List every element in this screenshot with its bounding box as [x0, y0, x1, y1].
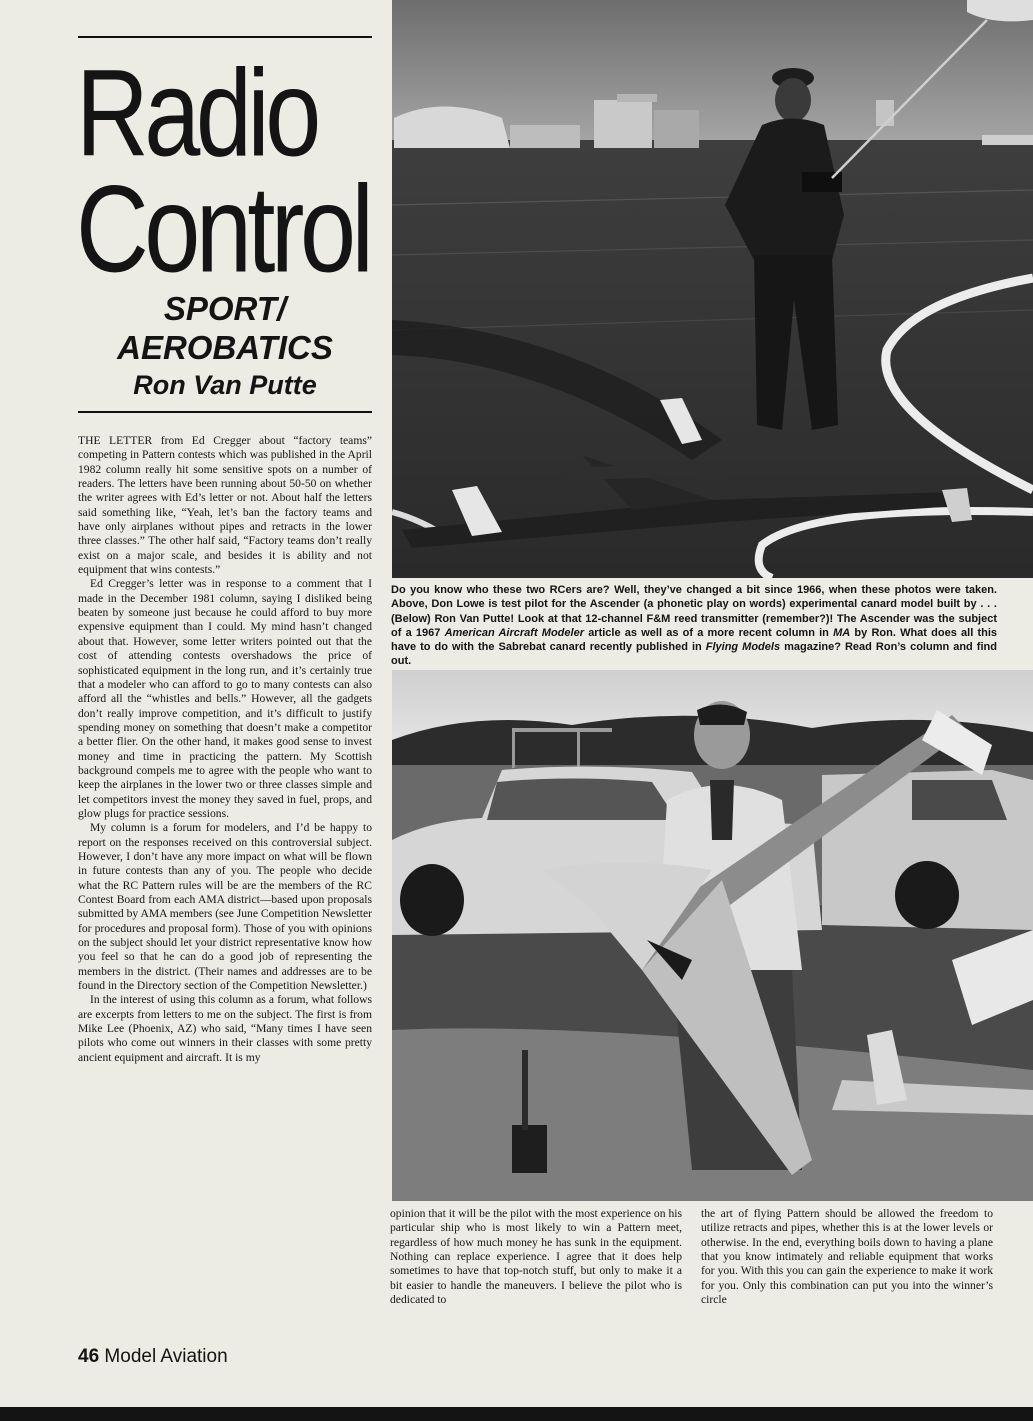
- scan-edge-band: [0, 1407, 1033, 1421]
- article-column-2: [390, 1207, 682, 1307]
- paragraph-2: Ed Cregger’s letter was in response to a comment that I made in the December 1981 column, saying I disliked being beaten by someone just because he could afford to buy more expensive equipment than I could. My mind hasn’t changed about that. However, some letter writers pointed out that the cost of attending contests overshadows the price of sophisticated equipment in the long run, and it’s certainly true that a modeler who can afford to go to many contests can also afford all the “whistles and bells.” However, all the gadgets don’t really improve competition, and it’s difficult to justify spending money on something that doesn’t make a competitor a better flier. On the other hand, it makes good sense to invest money and time in practicing the pattern. My Scottish background compels me to agree with the people who want to keep the airplanes in the lower two or three classes simple and let competitors invest the money they saved in fuel, props, and glow plugs for practice sessions.: [78, 577, 372, 820]
- column-2-text: opinion that it will be the pilot with the most experience on his particular ship who is most likely to win a Pattern meet, regardless of how much money he has sunk in the equipment. Nothing can replace experience. I agree that it does help sometimes to have that top-notch stuff, but only to make it a bit easier to handle the maneuvers. I believe the pilot who is dedicated to: [390, 1207, 682, 1307]
- paragraph-1: [78, 434, 372, 577]
- subtitle-sport: SPORT/: [163, 290, 287, 327]
- caption-magazine-2: MA: [833, 626, 851, 639]
- paragraph-4: In the interest of using this column as a forum, what follows are excerpts from letters to me on the subject. The first is from Mike Lee (Phoenix, AZ) who said, “Many times I have seen pilots who come out winners in their classes with some pretty ancient equipment and aircraft. It is my: [78, 993, 372, 1064]
- photo-top-image: [392, 0, 1033, 578]
- caption-text-4: magazine? Read Ron’s column and find out.: [391, 641, 997, 668]
- paragraph-3: My column is a forum for modelers, and I’d be happy to report on the responses received on this controversial subject. However, I don’t have any more impact on what will be flown in future contests than any of you. The people who decide what the RC Pattern rules will be are the members of the RC Contest Board from each AMA district—based upon proposals submitted by AMA members (see June Competition Newsletter for procedures and proposal form). Those of you with opinions on the subject should let your district representative know how you feel so that he can do a good job of representing the members in the district. (Their names and addresses are to be found in the Directory section of the Competition Newsletter.): [78, 821, 372, 993]
- paragraph-1-text: from Ed Cregger about “factory teams” competing in Pattern contests which was published in the April 1982 column really hit some sensitive spots on a number of readers. The letters have been running about 50-50 on whether the writer agrees with Ed’s letter or not. About half the letters said something like, “Yeah, let’s ban the factory teams and have only airplanes without pipes and retracts in the lower three classes.” The other half said, “Factory teams don’t really exist on a major scale, and besides it is ability and not equipment that wins contests.”: [78, 434, 373, 577]
- byline: Ron Van Putte: [133, 370, 317, 400]
- column-3-text: the art of flying Pattern should be allowed the freedom to utilize retracts and pipes, whether this is at the lower levels or otherwise. In the end, everything boils down to having a plane that you know intimately and reliable equipment that works for you. With this you can gain the experience to make it work for you. Only this combination can put you into the winner’s circle: [701, 1207, 993, 1307]
- magazine-name: Model Aviation: [104, 1346, 228, 1367]
- caption-text-3: by Ron. What does all this have to do with the Sabrebat canard recently published in: [391, 626, 998, 654]
- caption-text-2: article as well as of a more recent column in: [588, 626, 829, 639]
- photo-bottom-image: [392, 670, 1033, 1201]
- caption-magazine-1: American Aircraft Modeler: [444, 626, 584, 639]
- article-column-1: [78, 434, 372, 1065]
- page-folio: [78, 1346, 228, 1368]
- photo-top: [392, 0, 1033, 578]
- photo-bottom: [392, 670, 1033, 1201]
- lead-in: THE LETTER: [78, 434, 153, 447]
- title-line-radio: Radio: [76, 44, 317, 182]
- title-line-control: Control: [76, 160, 370, 298]
- header-top-rule: [78, 36, 372, 38]
- page-number: 46: [78, 1346, 100, 1367]
- article-column-3: [701, 1207, 993, 1307]
- photo-caption: [391, 583, 997, 669]
- caption-text-1: Do you know who these two RCers are? Well, they’ve changed a bit since 1966, when these photos were taken. Above, Don Lowe is test pilot for the Ascender (a phonetic play on words) experimental canard model built by . . . (Below) Ron Van Putte! Look at that 12-channel F&M reed transmitter (remember?)! The Ascender was the subject of a 1967: [391, 584, 997, 639]
- subtitle-aerobatics: AEROBATICS: [117, 329, 333, 366]
- caption-magazine-3: Flying Models: [705, 641, 781, 654]
- header-bottom-rule: [78, 411, 372, 413]
